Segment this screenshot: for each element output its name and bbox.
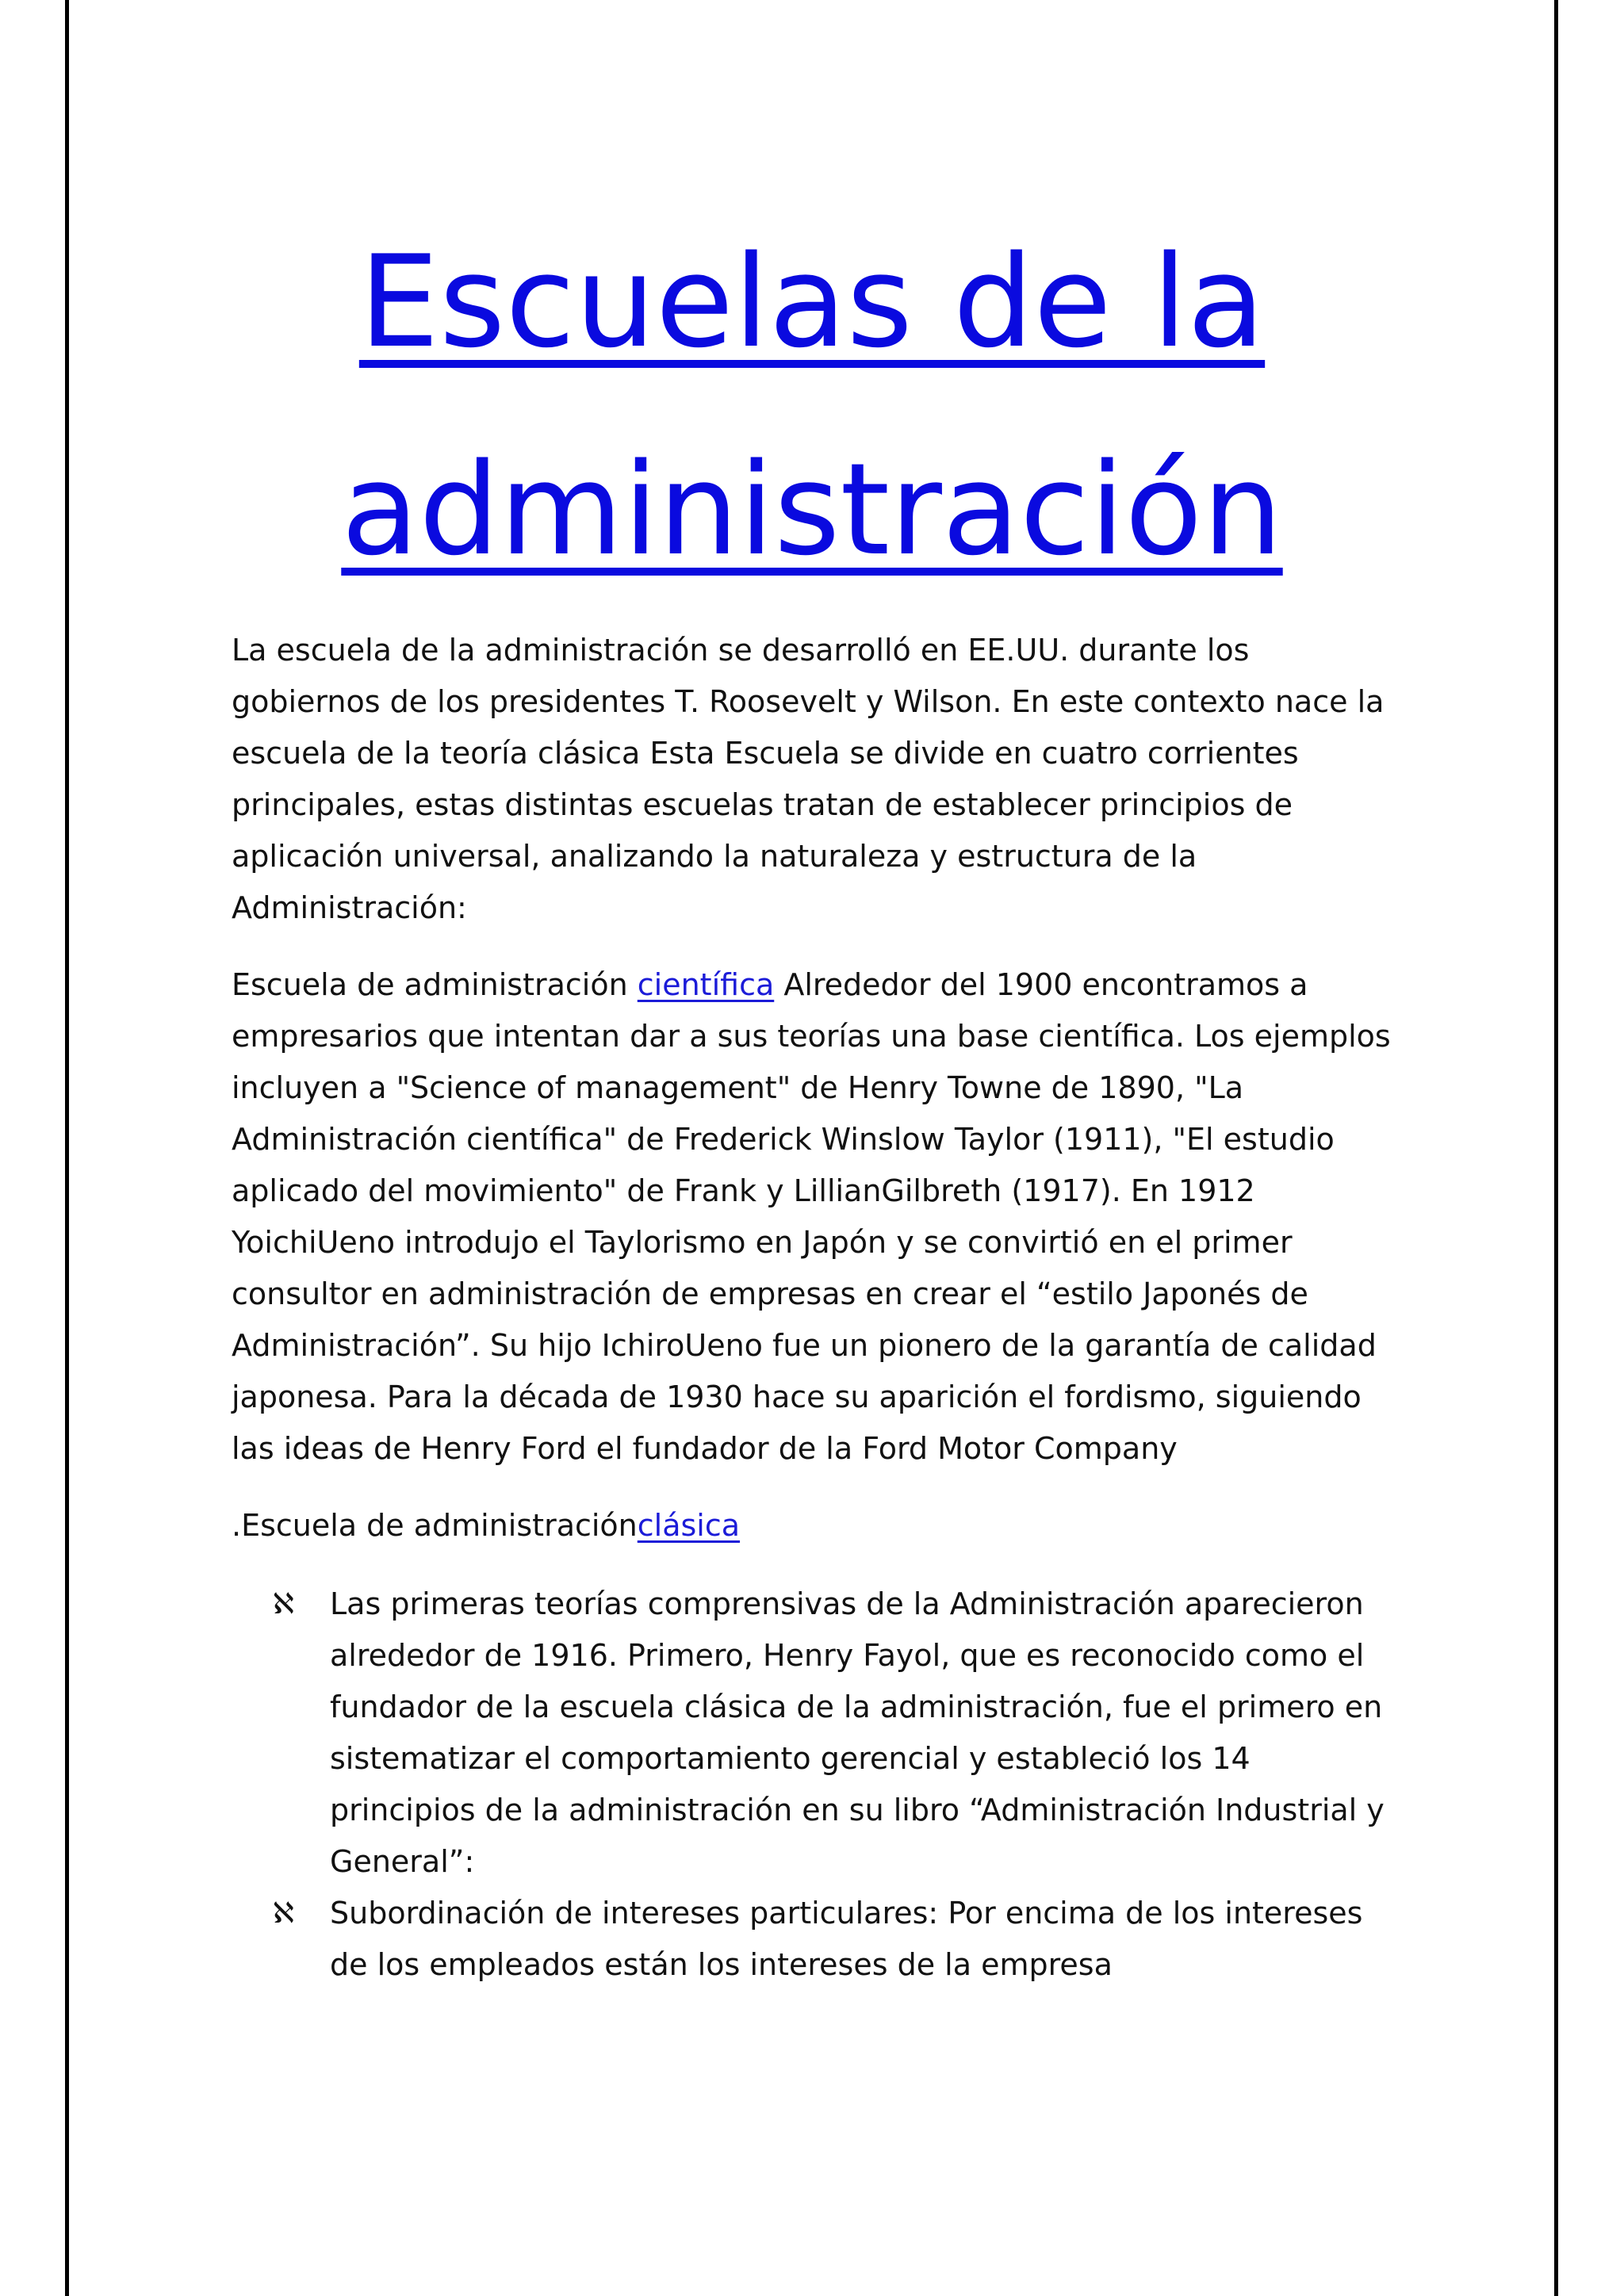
bullet-list [232, 1578, 1391, 1991]
link-clasica[interactable]: clásica [637, 1508, 741, 1543]
page-border-left [65, 0, 69, 2296]
section-cientifica-lead: Escuela de administración [232, 967, 638, 1002]
list-item-text: Subordinación de intereses particulares: Por encima de los intereses de los empleados están los intereses de la empresa [330, 1896, 1363, 1982]
section-cientifica-body: Alrededor del 1900 encontramos a empresarios que intentan dar a sus teorías una base científica. Los ejemplos incluyen a "Science of management" de Henry Towne de 1890, "La Administración científica" de Frederick Winslow Taylor (1911), "El estudio aplicado del movimiento" de Frank y LillianGilbreth (1917). En 1912 YoichiUeno introdujo el Taylorismo en Japón y se convirtió en el primer consultor en administración de empresas en crear el “estilo Japonés de Administración”. Su hijo IchiroUeno fue un pionero de la garantía de calidad japonesa. Para la década de 1930 hace su aparición el fordismo, siguiendo las ideas de Henry Ford el fundador de la Ford Motor Company [232, 967, 1391, 1466]
page-border-right [1554, 0, 1558, 2296]
list-item [273, 1578, 1391, 1888]
document-body [232, 625, 1391, 1991]
section-cientifica-paragraph [232, 959, 1391, 1475]
link-cientifica[interactable]: científica [637, 967, 775, 1002]
section-clasica-heading [232, 1500, 1391, 1552]
intro-paragraph: La escuela de la administración se desarrolló en EE.UU. durante los gobiernos de los presidentes T. Roosevelt y Wilson. En este contexto nace la escuela de la teoría clásica Esta Escuela se divide en cuatro corrientes principales, estas distintas escuelas tratan de establecer principios de aplicación universal, analizando la naturaleza y estructura de la Administración: [232, 633, 1385, 925]
aleph-bullet-icon: ℵ [273, 1897, 294, 1930]
list-item-text: Las primeras teorías comprensivas de la Administración aparecieron alrededor de 1916. Primero, Henry Fayol, que es reconocido como el fundador de la escuela clásica de la administración, fue el primero en sistematizar el comportamiento gerencial y estableció los 14 principios de la administración en su libro “Administración Industrial y General”: [330, 1586, 1385, 1879]
section-clasica-lead: .Escuela de administración [232, 1508, 638, 1543]
aleph-bullet-icon: ℵ [273, 1588, 294, 1621]
page-title: Escuelas de la administración [341, 228, 1283, 584]
list-item [273, 1888, 1391, 1991]
